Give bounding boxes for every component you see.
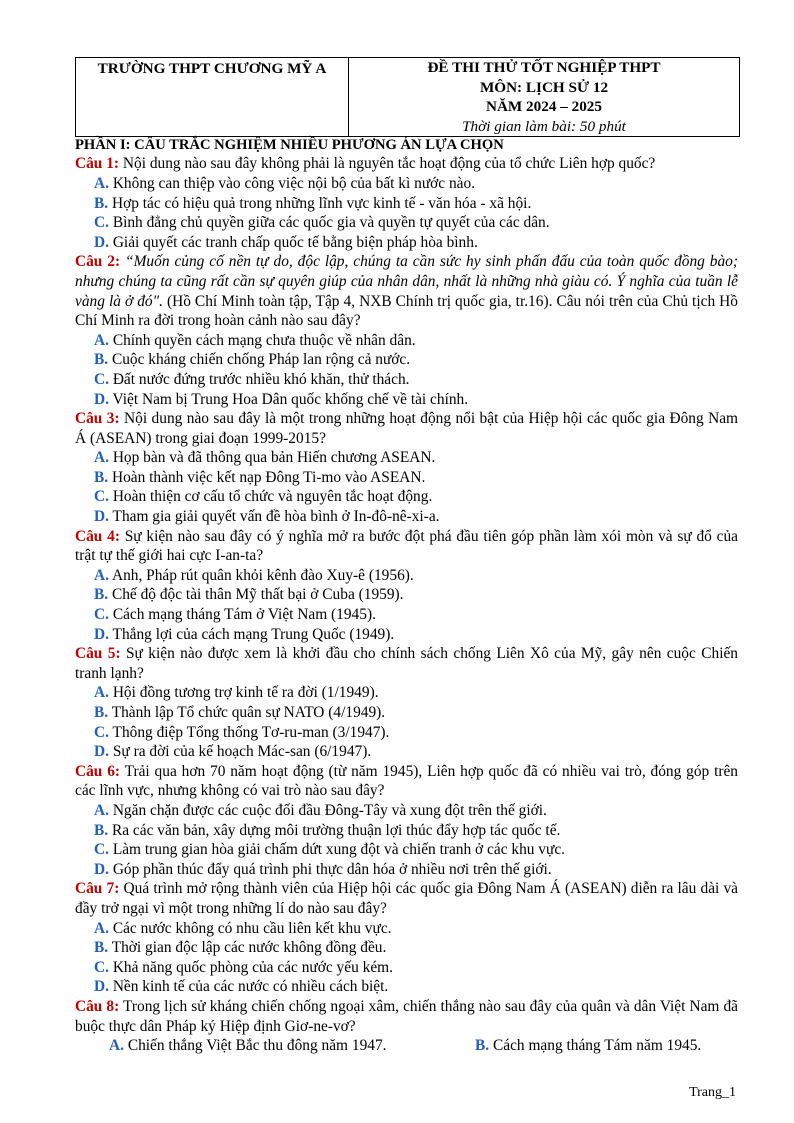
question-8 [75,997,738,1056]
option-a [75,448,738,468]
option-letter: D. [94,390,109,408]
option-text: Hoàn thiện cơ cấu tổ chức và nguyên tắc hoạt động. [108,488,433,506]
option-b [75,350,738,370]
option-text: Hội đồng tương trợ kinh tế ra đời (1/1949). [108,684,379,702]
option-letter: A. [94,801,109,819]
exam-info [349,58,740,137]
option-letter: A. [94,449,109,467]
option-text: Khả năng quốc phòng của các nước yếu kém. [108,958,393,976]
option-text: Chính quyền cách mạng chưa thuộc về nhân dân. [108,331,416,349]
option-text: Cách mạng tháng Tám ở Việt Nam (1945). [108,606,376,624]
exam-year: NĂM 2024 – 2025 [485,98,602,116]
option-a [75,801,738,821]
option-letter: C. [94,488,109,506]
question-label: Câu 1: [75,155,120,173]
option-letter: B. [94,939,109,957]
option-c [75,958,738,978]
option-text: Đất nước đứng trước nhiều khó khăn, thử thách. [108,370,410,388]
option-text: Cuộc kháng chiến chống Pháp lan rộng cả nước. [108,351,411,369]
option-text: Thắng lợi của cách mạng Trung Quốc (1949). [108,625,395,643]
option-text: Sự ra đời của kế hoạch Mác-san (6/1947). [108,743,372,761]
option-text: Chế độ độc tài thân Mỹ thất bại ở Cuba (1959). [108,586,404,604]
option-c [75,605,738,625]
question-6 [75,762,738,880]
option-letter: B. [94,821,109,839]
exam-subject: MÔN: LỊCH SỬ 12 [479,78,609,96]
option-c [75,723,738,743]
question-label: Câu 3: [75,410,120,428]
question-quote: “Muốn củng cố nền tự do, độc lập, chúng ta cần sức hy sinh phấn đấu của toàn quốc đồng bào; nhưng chúng ta cũng rất cần sự quyên giúp của nhân dân, nhất là những nhà giàu có. Ý nghĩa của tuần lễ vàng là ở đó". [75,253,738,310]
header-table [75,57,740,137]
option-b [475,1036,701,1056]
question-3 [75,409,738,527]
question-4 [75,527,738,645]
option-c [75,487,738,507]
question-label: Câu 4: [75,527,120,545]
option-letter: A. [109,1037,124,1055]
option-text: Hợp tác có hiệu quả trong những lĩnh vực kinh tế - văn hóa - xã hội. [108,194,532,212]
option-letter: A. [94,684,109,702]
page-number: Trang_1 [689,1085,736,1100]
option-b [75,194,738,214]
option-text: Làm trung gian hòa giải chấm dứt xung đột và chiến tranh ở các khu vực. [108,841,566,859]
option-b [75,585,738,605]
question-label: Câu 8: [75,997,120,1015]
option-text: Hoàn thành việc kết nạp Đông Ti-mo vào ASEAN. [108,468,426,486]
option-a [109,1036,475,1056]
option-letter: B. [94,468,109,486]
option-text: Tham gia giải quyết vấn đề hòa bình ở In-đô-nê-xi-a. [108,508,440,526]
option-text: Chiến thắng Việt Bắc thu đông năm 1947. [123,1037,387,1055]
option-a [75,331,738,351]
option-letter: D. [94,860,109,878]
question-text: Sự kiện nào được xem là khởi đầu cho chính sách chống Liên Xô của Mỹ, gây nên cuộc Chiến tranh lạnh? [75,645,738,682]
option-d [75,233,738,253]
option-c [75,213,738,233]
option-letter: B. [94,351,109,369]
option-d [75,742,738,762]
option-letter: C. [94,606,109,624]
exam-title: ĐỀ THI THỬ TỐT NGHIỆP THPT [427,59,661,76]
option-letter: D. [94,625,109,643]
option-a [75,174,738,194]
option-a [75,919,738,939]
option-a [75,683,738,703]
option-letter: C. [94,370,109,388]
option-letter: A. [94,566,109,584]
question-label: Câu 6: [75,762,121,780]
option-text: Ra các văn bản, xây dựng môi trường thuận lợi thúc đẩy hợp tác quốc tế. [108,821,561,839]
option-text: Thành lập Tổ chức quân sự NATO (4/1949). [108,704,386,721]
option-d [75,625,738,645]
option-d [75,390,738,410]
option-a [75,566,738,586]
question-label: Câu 5: [75,645,121,663]
question-text: Sự kiện nào sau đây có ý nghĩa mở ra bước đột phá đầu tiên góp phần làm xói mòn và sự đổ của trật tự thế giới hai cực I-an-ta? [75,527,738,565]
option-b [75,703,738,723]
option-letter: C. [94,958,109,976]
option-c [75,370,738,390]
option-text: Các nước không có nhu cầu liên kết khu vực. [108,919,392,937]
option-letter: A. [94,174,109,192]
option-text: Thời gian độc lập các nước không đồng đều. [108,939,387,957]
section-title: PHẦN I: CÂU TRẮC NGHIỆM NHIỀU PHƯƠNG ÁN LỰA CHỌN [75,137,504,154]
question-2 [75,252,738,409]
question-5 [75,644,738,762]
option-text: Họp bàn và đã thông qua bản Hiến chương ASEAN. [108,449,436,467]
option-text: Việt Nam bị Trung Hoa Dân quốc khống chế về tài chính. [108,390,469,408]
option-text: Không can thiệp vào công việc nội bộ của bất kì nước nào. [108,174,476,192]
option-text: Nền kinh tế của các nước có nhiều cách biệt. [108,978,389,996]
option-text: Giải quyết các tranh chấp quốc tế bằng biện pháp hòa bình. [108,233,478,251]
option-text: Thông điệp Tổng thống Tơ-ru-man (3/1947). [108,723,390,741]
option-b [75,821,738,841]
option-b [75,468,738,488]
question-text: Nội dung nào sau đây không phải là nguyên tắc hoạt động của tổ chức Liên hợp quốc? [119,155,656,173]
option-d [75,507,738,527]
option-text: Ngăn chặn được các cuộc đối đầu Đông-Tây và xung đột trên thế giới. [108,801,547,819]
option-letter: D. [94,743,109,761]
question-1 [75,154,738,252]
option-letter: D. [94,233,109,251]
option-letter: C. [94,841,109,859]
option-letter: B. [475,1037,490,1055]
option-b [75,938,738,958]
option-letter: A. [94,331,109,349]
option-row [75,1036,738,1056]
question-label: Câu 7: [75,880,120,898]
option-letter: D. [94,508,109,526]
exam-page [75,57,738,1056]
option-letter: D. [94,978,109,996]
option-c [75,840,738,860]
question-text: Quá trình mở rộng thành viên của Hiệp hội các quốc gia Đông Nam Á (ASEAN) diễn ra lâu dài và đầy trở ngại vì một trong những lí do nào sau đây? [75,880,738,917]
question-7 [75,879,738,997]
option-letter: B. [94,704,109,721]
option-text: Bình đẳng chủ quyền giữa các quốc gia và quyền tự quyết của các dân. [108,214,550,232]
option-letter: C. [94,214,109,232]
option-letter: C. [94,723,109,741]
option-text: Cách mạng tháng Tám năm 1945. [489,1037,702,1055]
option-d [75,977,738,997]
question-label: Câu 2: [75,253,121,271]
option-letter: B. [94,194,109,212]
question-text: Trải qua hơn 70 năm hoạt động (từ năm 1945), Liên hợp quốc đã có nhiều vai trò, đóng góp trên các lĩnh vực, nhưng không có vai trò nào sau đây? [75,762,738,800]
option-letter: A. [94,919,109,937]
question-text: Nội dung nào sau đây là một trong những hoạt động nổi bật của Hiệp hội các quốc gia Đông Nam Á (ASEAN) trong giai đoạn 1999-2015? [75,410,738,447]
question-text: (Hồ Chí Minh toàn tập, Tập 4, NXB Chính trị quốc gia, tr.16). Câu nói trên của Chủ tịch Hồ Chí Minh ra đời trong hoàn cảnh nào sau đây? [75,292,738,330]
option-text: Góp phần thúc đẩy quá trình phi thực dân hóa ở nhiều nơi trên thế giới. [108,860,552,878]
option-letter: B. [94,586,109,604]
question-text: Trong lịch sử kháng chiến chống ngoại xâm, chiến thắng nào sau đây của quân và dân Việt Nam đã buộc thực dân Pháp ký Hiệp định Giơ-ne-vơ? [75,997,738,1035]
option-d [75,860,738,880]
option-text: Anh, Pháp rút quân khỏi kênh đào Xuy-ê (1956). [108,566,414,584]
school-name: TRƯỜNG THPT CHƯƠNG MỸ A [76,58,349,137]
exam-duration: Thời gian làm bài: 50 phút [462,117,626,135]
